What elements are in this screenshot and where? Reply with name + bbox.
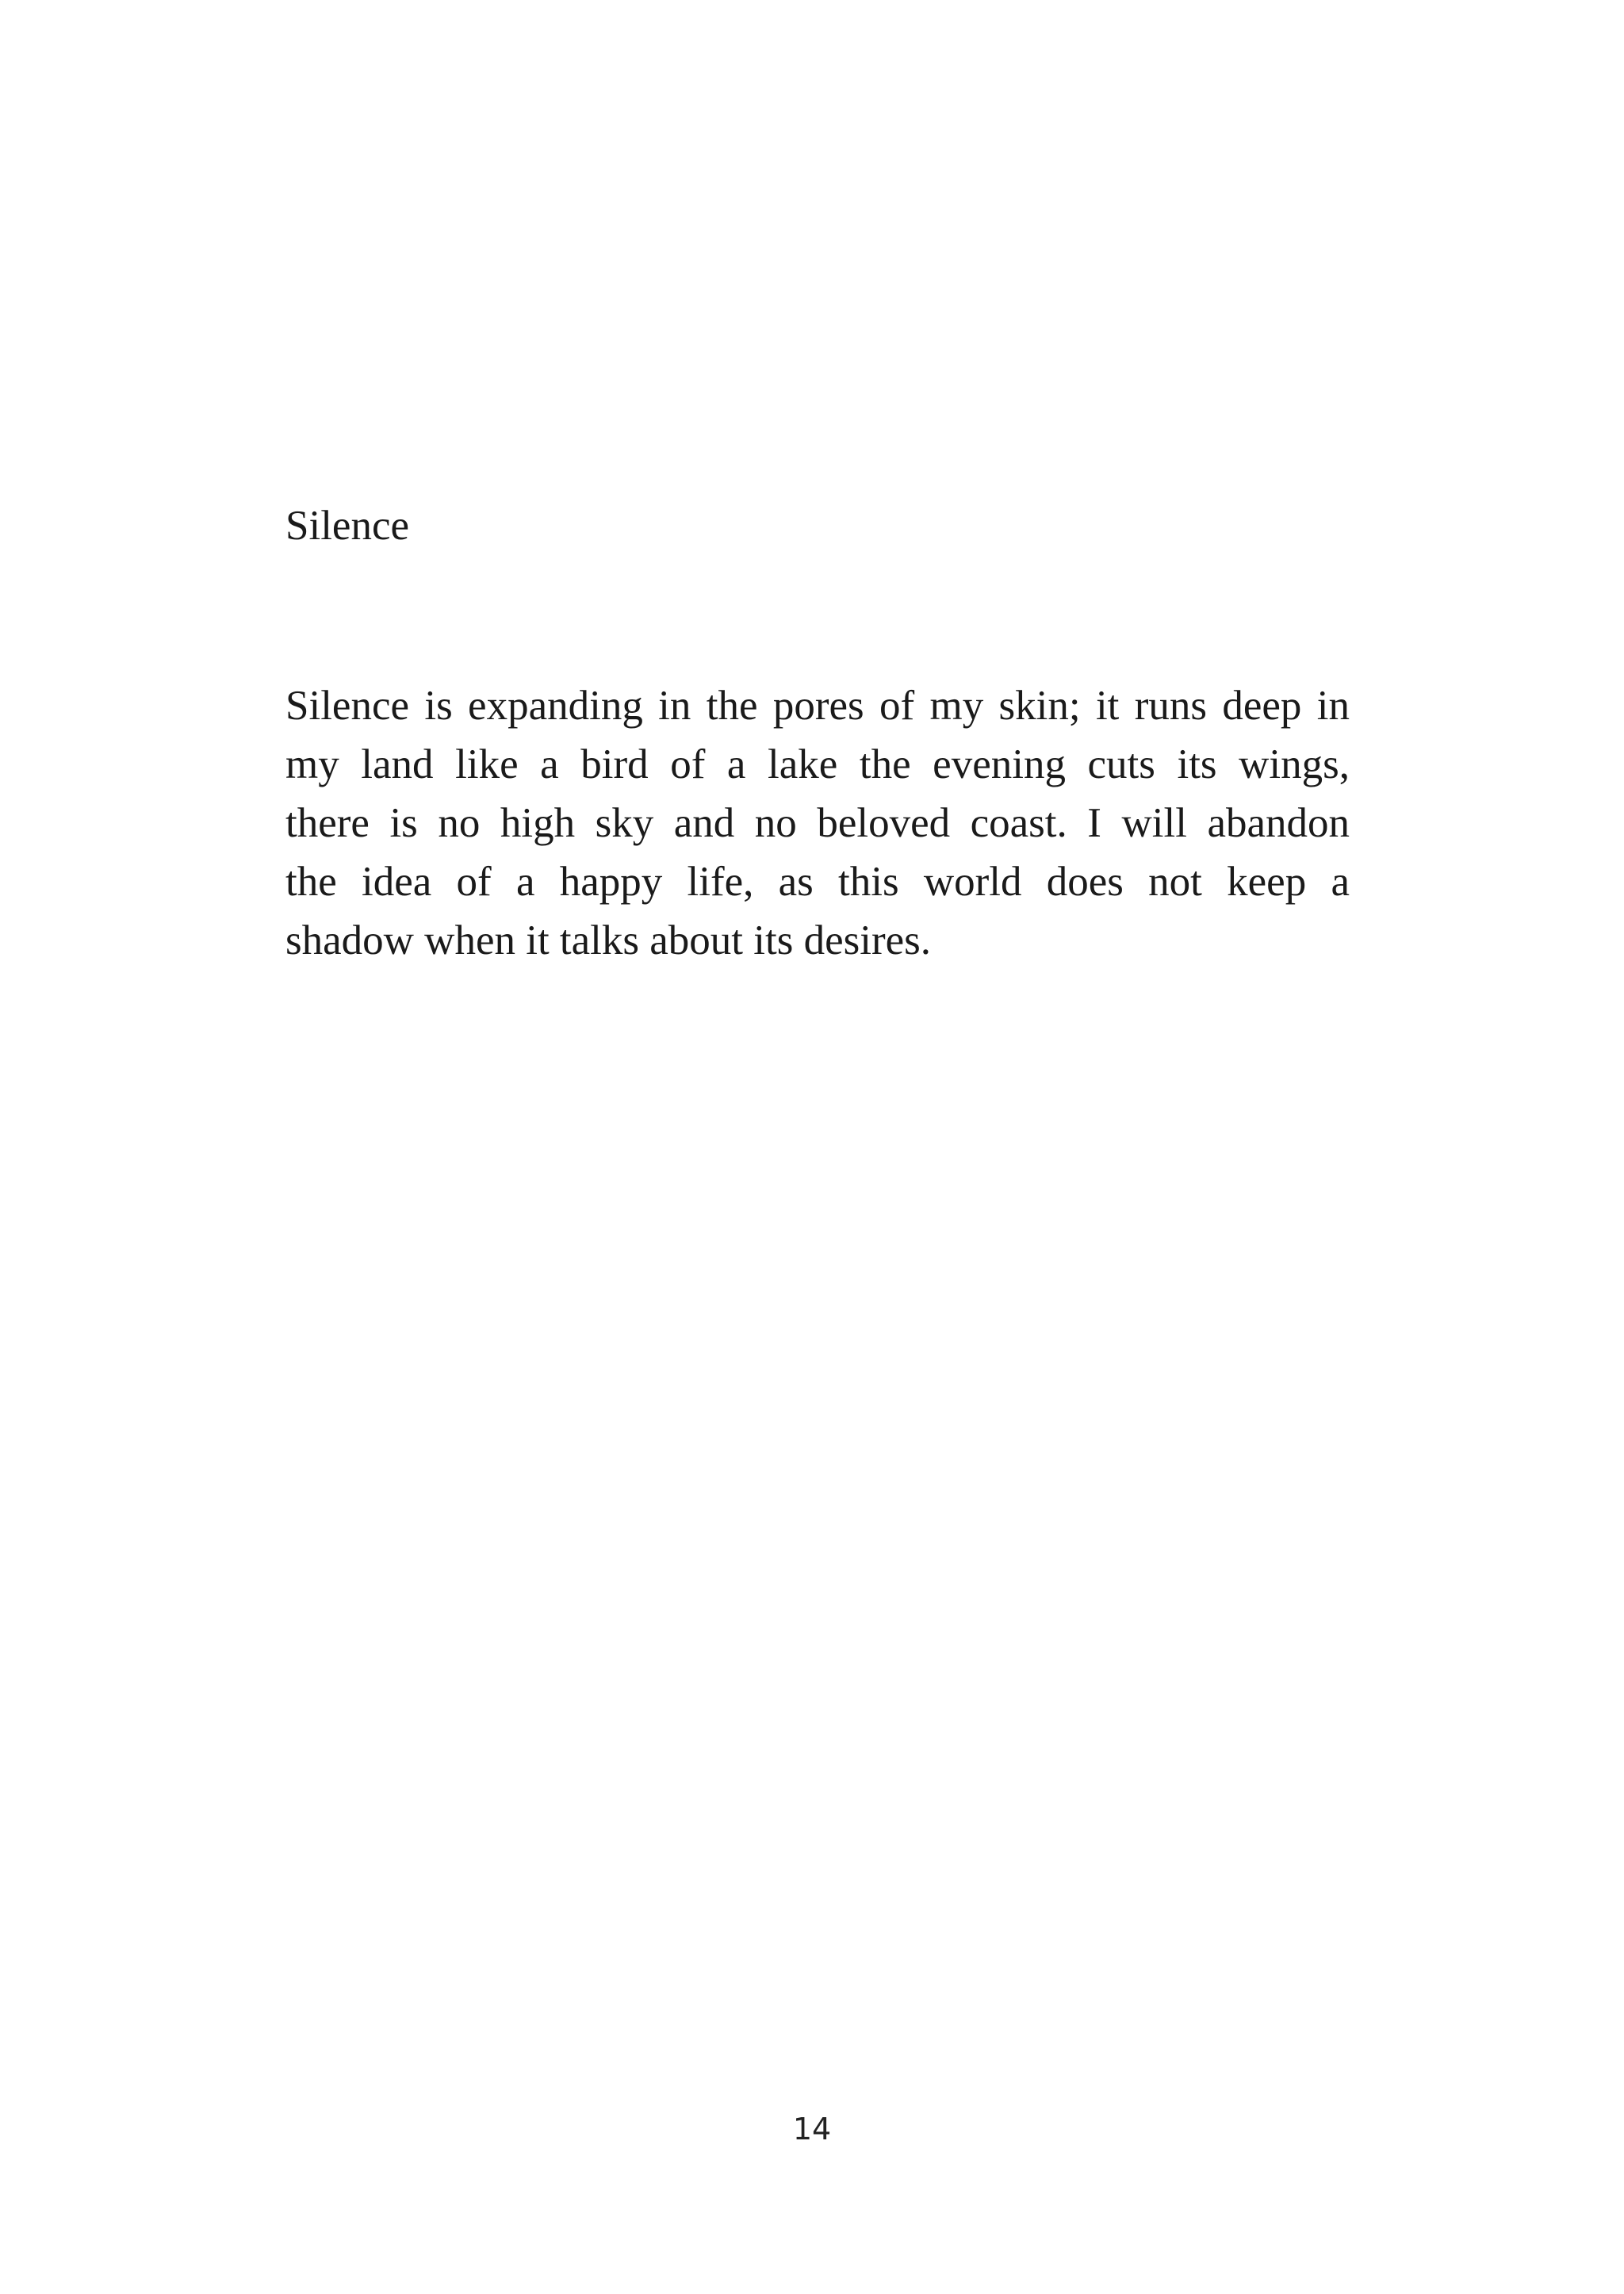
poem-title: Silence	[285, 503, 409, 549]
poem-line-2: my land like a bird of a lake the evening cuts its wings,	[285, 741, 1350, 787]
poem-body	[285, 676, 1350, 970]
poem-line-3: there is no high sky and no beloved coast. I will abandon	[285, 800, 1350, 846]
poem-line-5: shadow when it talks about its desires.	[285, 917, 932, 963]
page-number: 14	[792, 2112, 832, 2147]
poem-line-1: Silence is expanding in the pores of my skin; it runs deep in	[285, 683, 1350, 729]
poem-line-4: the idea of a happy life, as this world does not keep a	[285, 859, 1350, 905]
